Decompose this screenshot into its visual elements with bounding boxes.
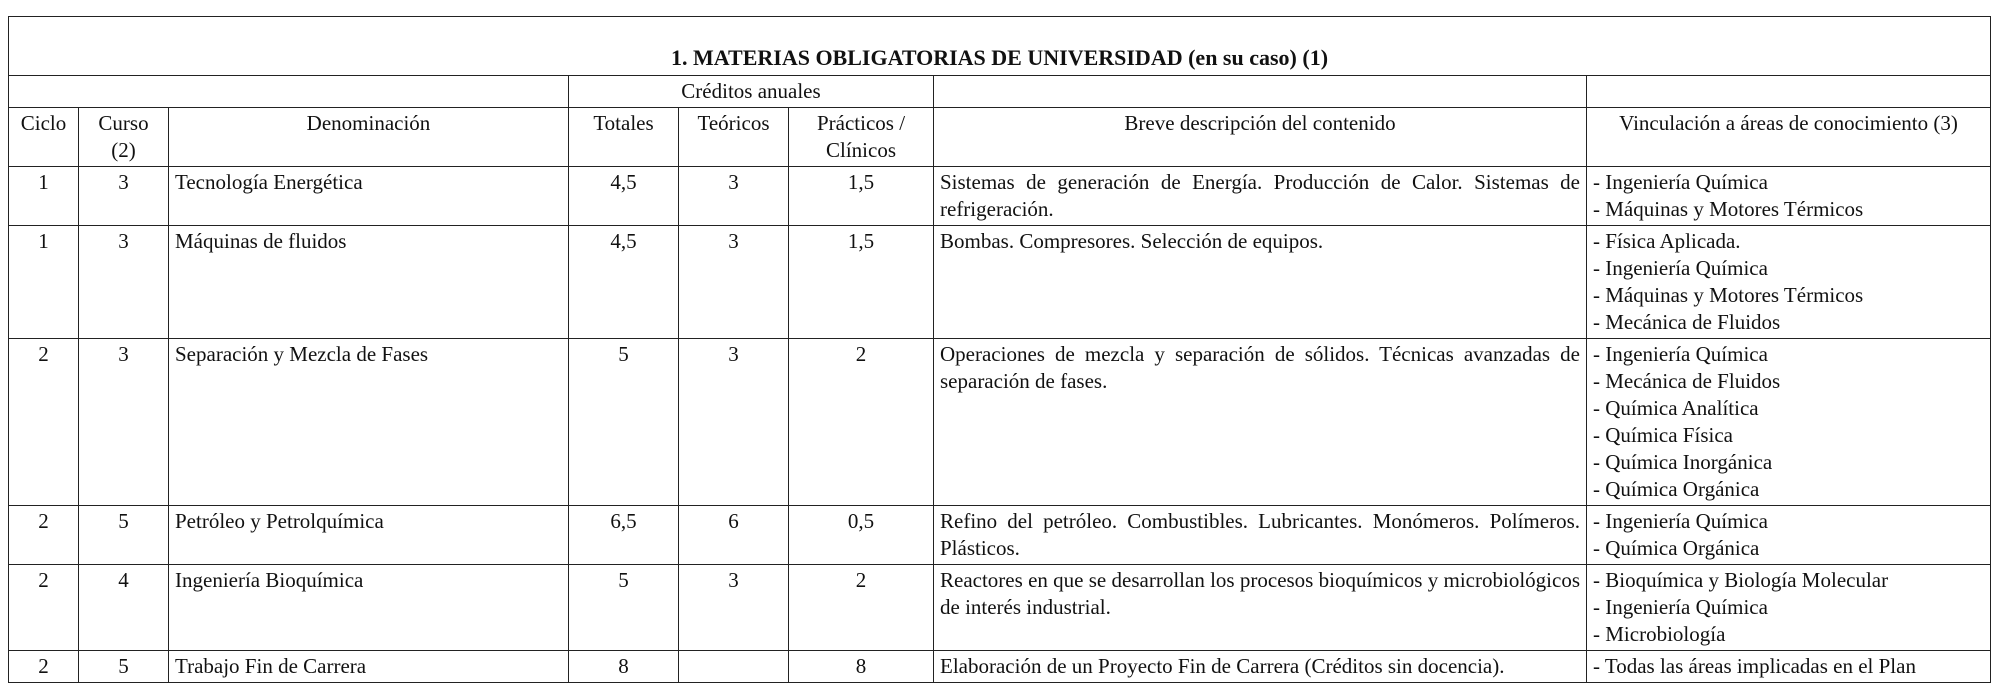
header-spacer-desc [934,76,1587,108]
cell-curso: 4 [79,565,169,651]
area-item: - Química Analítica [1593,396,1759,420]
area-item: - Química Orgánica [1593,477,1760,501]
area-item: - Todas las áreas implicadas en el Plan [1593,654,1916,678]
header-descripcion: Breve descripción del contenido [934,108,1587,167]
cell-curso: 3 [79,339,169,506]
cell-totales: 4,5 [569,167,679,226]
column-header-row [9,108,1991,167]
cell-practicos: 2 [789,565,934,651]
area-item: - Química Física [1593,423,1733,447]
cell-teoricos: 6 [679,506,789,565]
area-item: - Ingeniería Química [1593,509,1768,533]
cell-teoricos: 3 [679,226,789,339]
cell-denominacion: Tecnología Energética [169,167,569,226]
cell-totales: 5 [569,339,679,506]
cell-teoricos: 3 [679,565,789,651]
header-practicos-line2: Clínicos [825,138,896,162]
table-row [9,226,1991,339]
header-practicos-line1: Prácticos / [816,111,906,135]
area-item: - Ingeniería Química [1593,256,1768,280]
cell-practicos: 0,5 [789,506,934,565]
cell-descripcion: Bombas. Compresores. Selección de equipos. [934,226,1587,339]
cell-ciclo: 2 [9,339,79,506]
cell-teoricos: 3 [679,339,789,506]
header-spacer-areas [1587,76,1991,108]
cell-ciclo: 2 [9,565,79,651]
header-ciclo: Ciclo [9,108,79,167]
cell-totales: 8 [569,651,679,683]
header-spacer-left [9,76,569,108]
area-item: - Máquinas y Motores Térmicos [1593,283,1864,307]
cell-practicos: 1,5 [789,167,934,226]
header-curso-line2: (2) [111,138,136,162]
area-item: - Microbiología [1593,622,1726,646]
area-item: - Ingeniería Química [1593,170,1768,194]
cell-descripcion: Refino del petróleo. Combustibles. Lubricantes. Monómeros. Polímeros. Plásticos. [934,506,1587,565]
cell-descripcion: Sistemas de generación de Energía. Producción de Calor. Sistemas de refrigeración. [934,167,1587,226]
table-row [9,339,1991,506]
area-item: - Ingeniería Química [1593,595,1768,619]
table-row [9,651,1991,683]
cell-vinculacion [1587,339,1991,506]
area-item: - Bioquímica y Biología Molecular [1593,568,1889,592]
header-curso [79,108,169,167]
cell-denominacion: Separación y Mezcla de Fases [169,339,569,506]
subjects-table [8,16,1991,683]
table-row [9,565,1991,651]
table-row [9,167,1991,226]
cell-vinculacion [1587,651,1991,683]
header-denominacion: Denominación [169,108,569,167]
area-item: - Química Orgánica [1593,536,1760,560]
cell-vinculacion [1587,226,1991,339]
area-item: - Ingeniería Química [1593,342,1768,366]
cell-practicos: 2 [789,339,934,506]
cell-descripcion: Operaciones de mezcla y separación de sólidos. Técnicas avanzadas de separación de fases. [934,339,1587,506]
table-title: 1. MATERIAS OBLIGATORIAS DE UNIVERSIDAD (en su caso) (1) [9,17,1991,76]
table-row [9,506,1991,565]
cell-curso: 3 [79,226,169,339]
cell-ciclo: 1 [9,167,79,226]
cell-descripcion: Elaboración de un Proyecto Fin de Carrera (Créditos sin docencia). [934,651,1587,683]
area-item: - Máquinas y Motores Térmicos [1593,197,1864,221]
cell-curso: 3 [79,167,169,226]
cell-vinculacion [1587,506,1991,565]
cell-totales: 5 [569,565,679,651]
header-practicos [789,108,934,167]
header-totales: Totales [569,108,679,167]
cell-teoricos: 3 [679,167,789,226]
area-item: - Mecánica de Fluidos [1593,369,1781,393]
cell-denominacion: Petróleo y Petrolquímica [169,506,569,565]
cell-ciclo: 2 [9,651,79,683]
cell-practicos: 1,5 [789,226,934,339]
cell-teoricos [679,651,789,683]
header-curso-line1: Curso [98,111,149,135]
cell-ciclo: 2 [9,506,79,565]
cell-vinculacion [1587,167,1991,226]
area-item: - Mecánica de Fluidos [1593,310,1781,334]
cell-denominacion: Máquinas de fluidos [169,226,569,339]
header-vinculacion: Vinculación a áreas de conocimiento (3) [1587,108,1991,167]
creditos-group-header: Créditos anuales [569,76,934,108]
cell-practicos: 8 [789,651,934,683]
cell-descripcion: Reactores en que se desarrollan los procesos bioquímicos y microbiológicos de interés industrial. [934,565,1587,651]
cell-denominacion: Ingeniería Bioquímica [169,565,569,651]
cell-totales: 6,5 [569,506,679,565]
header-teoricos: Teóricos [679,108,789,167]
area-item: - Química Inorgánica [1593,450,1773,474]
cell-denominacion: Trabajo Fin de Carrera [169,651,569,683]
cell-curso: 5 [79,506,169,565]
cell-vinculacion [1587,565,1991,651]
cell-totales: 4,5 [569,226,679,339]
cell-ciclo: 1 [9,226,79,339]
cell-curso: 5 [79,651,169,683]
area-item: - Física Aplicada. [1593,229,1741,253]
